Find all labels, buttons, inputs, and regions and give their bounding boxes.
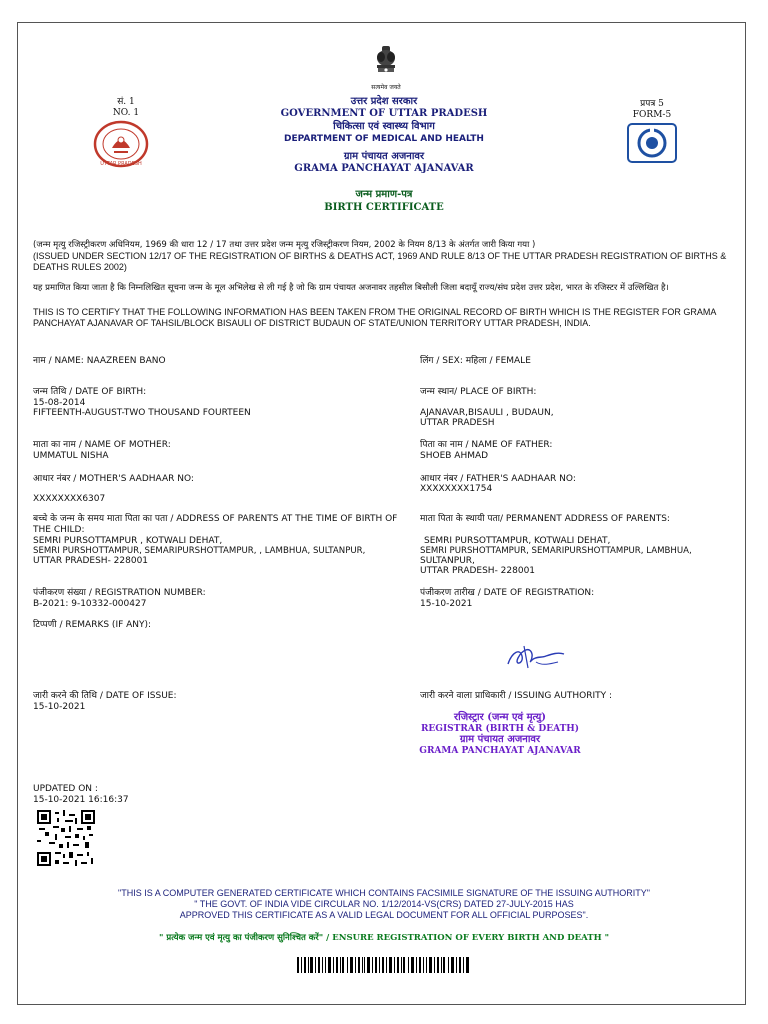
mother-name-label: माता का नाम / NAME OF MOTHER: — [33, 440, 171, 450]
certificate-title-hindi: जन्म प्रमाण-पत्र — [355, 189, 413, 200]
state-title-english: GOVERNMENT OF UTTAR PRADESH — [280, 108, 488, 119]
national-emblem-icon — [372, 44, 400, 84]
permanent-address-line3: SULTANPUR, — [420, 556, 475, 566]
name-label: नाम / NAME: — [33, 356, 84, 366]
state-title-hindi: उत्तर प्रदेश सरकार — [350, 96, 418, 107]
birth-address-line1: SEMRI PURSOTTAMPUR , KOTWALI DEHAT, — [33, 536, 223, 546]
certify-statement-hindi: यह प्रमाणित किया जाता है कि निम्नलिखित सूचना जन्म के मूल अभिलेख से ली गई है जो कि ग्राम पंचायत अजनावर तहसील बिसौली जिला बदायूँ राज्य/संघ प्रदेश उत्तर प्रदेश, भारत के रजिस्टर में उल्लिखित है। — [33, 283, 669, 293]
up-govt-seal-icon — [92, 120, 150, 168]
remarks-label: टिप्पणी / REMARKS (IF ANY): — [33, 620, 152, 630]
permanent-address-line1: SEMRI PURSOTTAMPUR, KOTWALI DEHAT, — [424, 536, 611, 546]
father-name-label: पिता का नाम / NAME OF FATHER: — [420, 440, 553, 450]
place-of-birth-line2: UTTAR PRADESH — [420, 418, 495, 428]
registrar-title-english: REGISTRAR (BIRTH & DEATH) — [420, 724, 580, 734]
registration-number-label: पंजीकरण संख्या / REGISTRATION NUMBER: — [33, 588, 206, 598]
panchayat-english: GRAMA PANCHAYAT AJANAVAR — [294, 163, 474, 174]
registrar-panchayat-hindi: ग्राम पंचायत अजनावर — [459, 734, 541, 745]
mother-name-value: UMMATUL NISHA — [33, 451, 109, 461]
department-hindi: चिकित्सा एवं स्वास्थ्य विभाग — [333, 121, 435, 132]
crs-logo-icon — [627, 123, 677, 163]
signature-image — [502, 642, 568, 672]
dob-label: जन्म तिथि / DATE OF BIRTH: — [33, 387, 147, 397]
number-hindi: सं. 1 — [117, 97, 135, 107]
place-of-birth-label: जन्म स्थान/ PLACE OF BIRTH: — [420, 387, 537, 397]
birth-address-line2: SEMRI PURSHOTTAMPUR, SEMARIPURSHOTTAMPUR, , LAMBHUA, SULTANPUR, — [33, 546, 366, 556]
emblem-motto: सत्यमेव जयते — [371, 84, 401, 91]
circular-note-line1: " THE GOVT. OF INDIA VIDE CIRCULAR NO. 1/12/2014-VS(CRS) DATED 27-JULY-2015 HAS — [194, 899, 574, 909]
permanent-address-line2: SEMRI PURSHOTTAMPUR, SEMARIPURSHOTTAMPUR, LAMBHUA, — [420, 546, 692, 556]
registration-date-label: पंजीकरण तारीख / DATE OF REGISTRATION: — [420, 588, 595, 598]
mother-aadhaar-label: आधार नंबर / MOTHER'S AADHAAR NO: — [33, 474, 194, 484]
dob-value: 15-08-2014 — [33, 398, 86, 408]
form-number-english: FORM-5 — [632, 110, 672, 120]
issue-date-label: जारी करने की तिथि / DATE OF ISSUE: — [33, 691, 177, 701]
dob-words: FIFTEENTH-AUGUST-TWO THOUSAND FOURTEEN — [33, 408, 251, 418]
panchayat-hindi: ग्राम पंचायत अजनावर — [343, 151, 425, 162]
updated-on-label: UPDATED ON : — [33, 784, 98, 794]
certificate-title-english: BIRTH CERTIFICATE — [324, 202, 444, 213]
birth-address-label: बच्चे के जन्म के समय माता पिता का पता / ADDRESS OF PARENTS AT THE TIME OF BIRTH OF THE CHILD: — [33, 514, 398, 535]
issue-date-value: 15-10-2021 — [33, 702, 86, 712]
issuing-authority-label: जारी करने वाला प्राधिकारी / ISSUING AUTHORITY : — [420, 691, 613, 701]
updated-on-value: 15-10-2021 16:16:37 — [33, 795, 129, 805]
father-name-value: SHOEB AHMAD — [420, 451, 489, 461]
name-value: NAAZREEN BANO — [86, 356, 166, 366]
permanent-address-label: माता पिता के स्थायी पता/ PERMANENT ADDRESS OF PARENTS: — [420, 514, 670, 524]
department-english: DEPARTMENT OF MEDICAL AND HEALTH — [284, 134, 484, 144]
registration-date-value: 15-10-2021 — [420, 599, 473, 609]
father-aadhaar-label: आधार नंबर / FATHER'S AADHAAR NO: — [420, 474, 576, 484]
certify-statement-english: THIS IS TO CERTIFY THAT THE FOLLOWING INFORMATION HAS BEEN TAKEN FROM THE ORIGINAL RECORD OF BIRTH WHICH IS THE REGISTER FOR GRAMA PANCHAYAT AJANAVAR OF TAHSIL/BLOCK BISAULI OF DISTRICT BUDAUN OF STATE/UNION TERRITORY UTTAR PRADESH, INDIA. — [33, 307, 716, 328]
name-row — [33, 356, 403, 367]
place-of-birth-line1: AJANAVAR,BISAULI , BUDAUN, — [420, 408, 554, 418]
act-reference-english: (ISSUED UNDER SECTION 12/17 OF THE REGISTRATION OF BIRTHS & DEATHS ACT, 1969 AND RULE 8/13 OF THE UTTAR PRADESH REGISTRATION OF BIRTHS & DEATHS RULES 2002) — [33, 251, 727, 272]
father-aadhaar-value: XXXXXXXX1754 — [420, 484, 493, 494]
mother-aadhaar-value: XXXXXXXX6307 — [33, 494, 106, 504]
registrar-title-hindi: रजिस्ट्रार (जन्म एवं मृत्यु) — [454, 712, 546, 723]
qr-code-icon — [37, 810, 95, 866]
svg-text:UTTAR PRADESH: UTTAR PRADESH — [100, 161, 142, 167]
act-reference-hindi: (जन्म मृत्यु रजिस्ट्रीकरण अधिनियम, 1969 की धारा 12 / 17 तथा उत्तर प्रदेश जन्म मृत्यु रजिस्ट्रीकरण नियम, 2002 के नियम 8/13 के अंतर्गत जारी किया गया ) — [33, 240, 536, 250]
form-number-hindi: प्रपत्र 5 — [640, 99, 664, 109]
barcode-icon — [297, 957, 469, 973]
circular-note-line2: APPROVED THIS CERTIFICATE AS A VALID LEGAL DOCUMENT FOR ALL OFFICIAL PURPOSES". — [179, 910, 589, 920]
registrar-panchayat-english: GRAMA PANCHAYAT AJANAVAR — [419, 746, 581, 756]
number-english: NO. 1 — [112, 108, 140, 118]
registration-slogan: " प्रत्येक जन्म एवं मृत्यु का पंजीकरण सुनिश्चित करें" / ENSURE REGISTRATION OF EVERY BIRTH AND DEATH " — [158, 933, 609, 943]
sex-label: लिंग / SEX: महिला / FEMALE — [420, 356, 531, 366]
registration-number-value: B-2021: 9-10332-000427 — [33, 599, 147, 609]
facsimile-note: "THIS IS A COMPUTER GENERATED CERTIFICATE WHICH CONTAINS FACSIMILE SIGNATURE OF THE ISSUING AUTHORITY" — [118, 888, 650, 898]
permanent-address-line4: UTTAR PRADESH- 228001 — [420, 566, 536, 576]
birth-address-line3: UTTAR PRADESH- 228001 — [33, 556, 149, 566]
